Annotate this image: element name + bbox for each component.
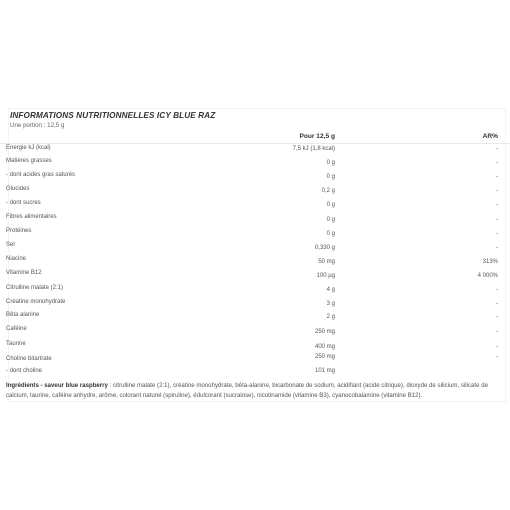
nutrient-name: Bêta alanine <box>6 312 40 318</box>
table-row <box>0 326 510 340</box>
ingredients-list: : citrulline malate (2:1), créatine monohydrate, bêta-alanine, bicarbonate de sodium, acidifiant (acide citrique), dioxyde de silicium, silicate de calcium, taurine, caféine anhydre, arôme, colorant naturel (spiruline), édulcorant (sucralose), nicotinamide (vitamine B3), cyanocobalamine (vitamine B12). <box>6 382 488 399</box>
column-header-per-serving: Pour 12,5 g <box>299 133 335 140</box>
nutrient-ar: - <box>496 329 498 335</box>
nutrient-name: - dont sucres <box>6 200 41 206</box>
table-row <box>0 270 510 284</box>
nutrient-value: 101 mg <box>314 368 335 374</box>
nutrient-value: 0 g <box>326 217 335 223</box>
nutrient-name: Vitamine B12 <box>6 270 42 276</box>
nutrient-value: 0 g <box>326 160 335 166</box>
table-row <box>0 256 510 270</box>
nutrient-value: 0 g <box>326 202 335 208</box>
serving-size: Une portion : 12,5 g <box>10 122 65 129</box>
nutrient-ar: - <box>496 217 498 223</box>
nutrient-ar: - <box>496 202 498 208</box>
nutrient-name: Caféine <box>6 326 27 332</box>
nutrient-value: 0 g <box>326 174 335 180</box>
nutrient-ar: 313% <box>482 259 498 265</box>
nutrient-name: Protéines <box>6 228 32 234</box>
nutrient-name: - dont acides gras saturés <box>6 172 76 178</box>
nutrient-value: 0,2 g <box>321 188 335 194</box>
table-row <box>0 299 510 313</box>
nutrient-name: Choline bitartrate <box>6 356 52 362</box>
nutrient-ar: - <box>496 160 498 166</box>
nutrient-ar: - <box>496 301 498 307</box>
nutrient-ar: - <box>496 344 498 350</box>
table-row <box>0 312 510 326</box>
nutrient-value: 3 g <box>326 301 335 307</box>
nutrient-value: 50 mg <box>318 259 335 265</box>
nutrient-ar: - <box>496 231 498 237</box>
nutrient-value: 250 mg <box>314 329 335 335</box>
nutrient-name: - dont choline <box>6 368 43 374</box>
table-row <box>0 214 510 228</box>
nutrient-value: 7,5 kJ (1,8 kcal) <box>292 146 335 152</box>
table-row <box>0 172 510 186</box>
nutrient-ar: - <box>496 146 498 152</box>
nutrient-name: Energie kJ (kcal) <box>6 145 51 151</box>
table-header <box>0 133 510 143</box>
nutrient-ar: - <box>496 245 498 251</box>
table-row <box>0 158 510 172</box>
nutrient-name: Taurine <box>6 341 26 347</box>
nutrition-title: INFORMATIONS NUTRITIONNELLES ICY BLUE RAZ <box>10 111 216 120</box>
nutrient-value: 2 g <box>326 314 335 320</box>
table-row <box>0 368 510 382</box>
nutrient-ar: 4 000% <box>477 273 498 279</box>
nutrient-value: 400 mg <box>314 344 335 350</box>
nutrient-name: Matières grasses <box>6 158 52 164</box>
nutrient-ar: - <box>496 354 498 360</box>
nutrient-name: Glucides <box>6 186 30 192</box>
table-row <box>0 341 510 355</box>
table-row <box>0 285 510 299</box>
ingredients-label: Ingrédients - saveur blue raspberry <box>6 382 108 389</box>
nutrient-name: Créatine monohydrate <box>6 299 66 305</box>
nutrient-value: 0,330 g <box>314 245 335 251</box>
nutrient-name: Sel <box>6 242 15 248</box>
nutrient-value: 100 µg <box>316 273 335 279</box>
nutrient-ar: - <box>496 188 498 194</box>
header-divider <box>0 143 510 144</box>
table-row <box>0 228 510 242</box>
nutrient-name: Niacine <box>6 256 27 262</box>
nutrient-name: Fibres alimentaires <box>6 214 57 220</box>
nutrient-value: 4 g <box>326 287 335 293</box>
nutrient-ar: - <box>496 174 498 180</box>
nutrient-value: 250 mg <box>314 354 335 360</box>
table-row <box>0 200 510 214</box>
table-row <box>0 145 510 159</box>
table-row <box>0 242 510 256</box>
ingredients-text <box>6 381 498 401</box>
nutrient-name: Citrulline malate (2:1) <box>6 285 64 291</box>
nutrient-ar: - <box>496 314 498 320</box>
nutrient-value: 0 g <box>326 231 335 237</box>
column-header-ar: AR% <box>482 133 498 140</box>
nutrient-ar: - <box>496 287 498 293</box>
table-row <box>0 186 510 200</box>
